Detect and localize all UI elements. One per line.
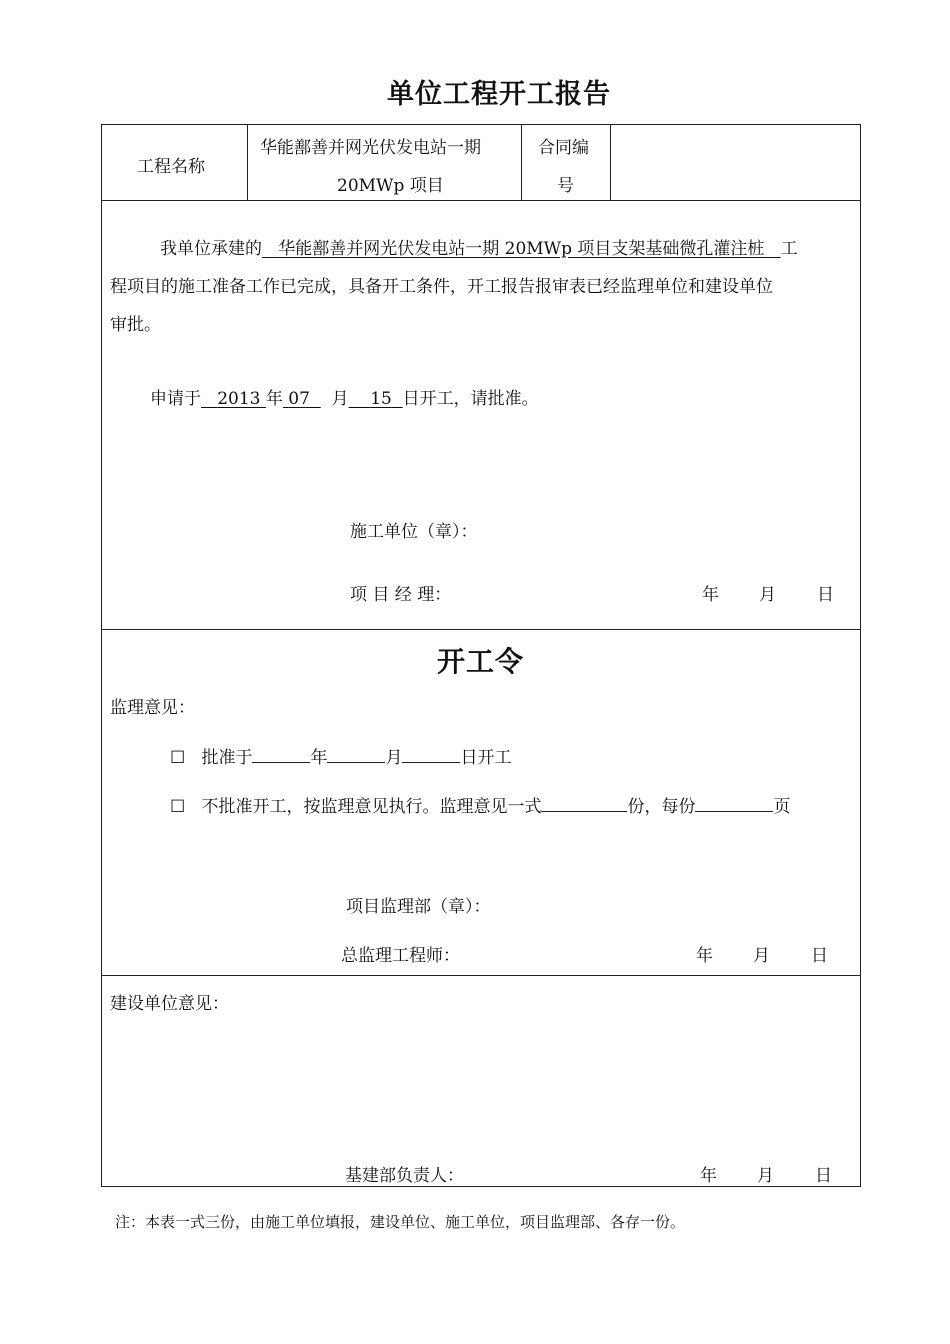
document-title: 单位工程开工报告 (387, 79, 611, 110)
approve-day-field[interactable] (402, 745, 460, 763)
reject-text: 不批准开工，按监理意见执行。监理意见一式 (201, 797, 542, 817)
supervision-opinion-label: 监理意见： (110, 698, 195, 718)
col-divider-1 (247, 124, 248, 200)
row-divider-header (101, 200, 861, 201)
application-line2: 程项目的施工准备工作已完成，具备开工条件，开工报告报审表已经监理单位和建设单位 (110, 277, 773, 297)
approve-checkbox[interactable]: ☐ (170, 748, 186, 768)
pm-date-day: 日 (817, 585, 834, 605)
contract-no-label-line1: 合同编 (538, 138, 589, 158)
approve-prefix: 批准于 (201, 748, 253, 768)
pages-label: 页 (773, 797, 791, 817)
contractor-seal-label: 施工单位（章）： (350, 522, 478, 542)
apply-prefix: 申请于 (150, 389, 201, 409)
apply-day[interactable]: 15 (370, 389, 392, 409)
pm-date-month: 月 (759, 585, 776, 605)
start-order-heading: 开工令 (437, 645, 525, 678)
approve-month-field[interactable] (327, 745, 385, 763)
approve-year-field[interactable] (252, 745, 310, 763)
approve-year-label: 年 (310, 748, 328, 768)
reject-checkbox[interactable]: ☐ (170, 797, 186, 817)
copies-label: 份，每份 (627, 797, 696, 817)
project-name-line2: 20MWp 项目 (337, 176, 444, 196)
application-line1 (160, 234, 798, 259)
chief-engineer-label: 总监理工程师： (341, 946, 460, 966)
contract-no-label-line2: 号 (557, 176, 574, 196)
approve-day-suffix: 日开工 (460, 748, 512, 768)
supervision-dept-label: 项目监理部（章）： (346, 897, 491, 917)
intro-suffix: 工 (780, 239, 798, 259)
col-divider-2 (521, 124, 522, 200)
footnote: 注：本表一式三份，由施工单位填报，建设单位、施工单位，项目监理部、各存一份。 (115, 1213, 686, 1231)
col-divider-3 (610, 124, 611, 200)
chief-date-month: 月 (753, 946, 770, 966)
owner-date-year: 年 (700, 1166, 717, 1186)
apply-date-line (150, 384, 539, 409)
application-line3: 审批。 (110, 315, 161, 335)
chief-date-year: 年 (696, 946, 713, 966)
row-divider-order (101, 975, 861, 976)
pages-field[interactable] (695, 794, 773, 812)
project-manager-label: 项 目 经 理： (350, 585, 452, 605)
approve-option (170, 743, 511, 768)
apply-day-suffix: 日开工，请批准。 (402, 389, 539, 409)
copies-field[interactable] (541, 794, 627, 812)
intro-prefix: 我单位承建的 (160, 239, 262, 259)
project-name-label: 工程名称 (137, 157, 205, 177)
row-divider-application (101, 629, 861, 630)
approve-month-label: 月 (385, 748, 403, 768)
apply-year[interactable]: 2013 (217, 389, 261, 409)
project-name-line1: 华能鄯善并网光伏发电站一期 (260, 138, 481, 158)
apply-month[interactable]: 07 (288, 389, 310, 409)
owner-date-month: 月 (757, 1166, 774, 1186)
owner-date-day: 日 (815, 1166, 832, 1186)
reject-option (170, 792, 790, 817)
chief-date-day: 日 (811, 946, 828, 966)
apply-year-label: 年 (265, 389, 283, 409)
project-filled[interactable]: 华能鄯善并网光伏发电站一期 20MWp 项目支架基础微孔灌注桩 (278, 239, 765, 259)
apply-month-label: 月 (331, 389, 349, 409)
owner-responsible-label: 基建部负责人： (345, 1166, 464, 1186)
owner-opinion-label: 建设单位意见： (110, 994, 229, 1014)
pm-date-year: 年 (702, 585, 719, 605)
